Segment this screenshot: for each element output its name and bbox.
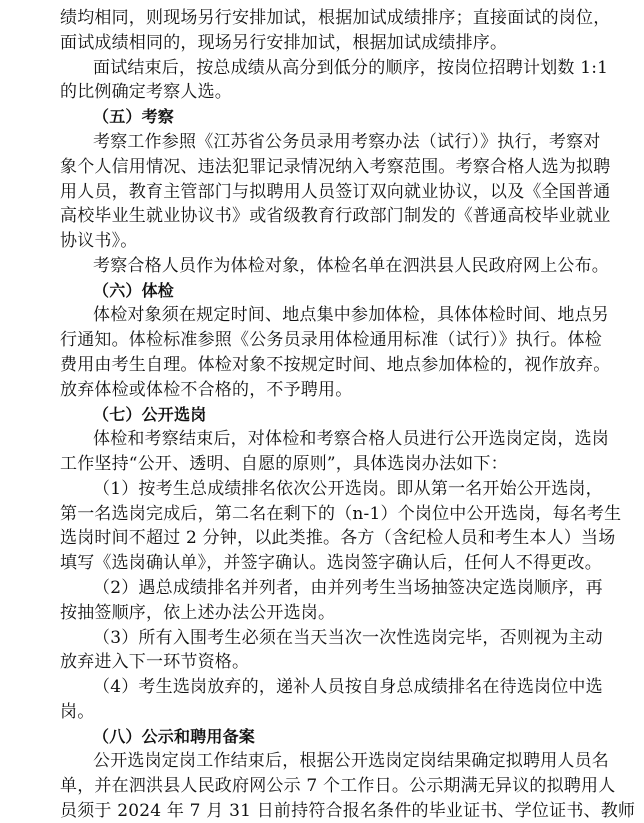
text-line: 选岗时间不超过 2 分钟，以此类推。各方（含纪检人员和考生本人）当场	[60, 528, 616, 549]
text-line: （3）所有入围考生必须在当天当次一次性选岗完毕，否则视为主动	[93, 627, 603, 648]
text-line: 填写《选岗确认单》，并签字确认。选岗签字确认后，任何人不得更改。	[60, 553, 602, 574]
text-line: 的比例确定考察人选。	[60, 82, 232, 103]
text-line: 公开选岗定岗工作结束后，根据公开选岗定岗结果确定拟聘用人员名	[93, 751, 609, 772]
section-heading-medical-exam: （六）体检	[93, 280, 175, 300]
text-line: （1）按考生总成绩排名依次公开选岗。即从第一名开始公开选岗，	[93, 478, 603, 499]
text-line: 协议书》。	[60, 231, 138, 251]
text-line: 员须于 2024 年 7 月 31 日前持符合报名条件的毕业证书、学位证书、教师	[60, 801, 636, 821]
text-line: 第一名选岗完成后，第二名在剩下的（n-1）个岗位中公开选岗，每名考生	[60, 503, 622, 524]
text-line: （2）遇总成绩排名并列者，由并列考生当场抽签决定选岗顺序，再	[93, 578, 603, 598]
text-line: 面试成绩相同的，现场另行安排加试，根据加试成绩排序。	[60, 32, 508, 53]
text-line: 放弃进入下一环节资格。	[60, 652, 250, 673]
text-line: 工作坚持“公开、透明、自愿的原则”，具体选岗办法如下：	[60, 454, 508, 475]
text-line: 单，并在泗洪县人民政府网公示 7 个工作日。公示期满无异议的拟聘用人	[60, 776, 616, 797]
section-heading-publicity: （八）公示和聘用备案	[93, 726, 256, 746]
text-line: 象个人信用情况、违法犯罪记录情况纳入考察范围。考察合格人选为拟聘	[60, 156, 611, 177]
text-line: 行通知。体检标准参照《公务员录用体检通用标准（试行）》执行。体检	[60, 330, 602, 351]
text-line: 绩均相同，则现场另行安排加试，根据加试成绩排序；直接面试的岗位，	[60, 8, 611, 28]
text-line: 按抽签顺序，依上述办法公开选岗。	[60, 602, 336, 623]
text-line: 面试结束后，按总成绩从高分到低分的顺序，按岗位招聘计划数 1:1	[93, 57, 609, 78]
text-line: 体检对象须在规定时间、地点集中参加体检，具体体检时间、地点另	[93, 305, 609, 326]
text-line: 高校毕业生就业协议书》或省级教育行政部门制发的《普通高校毕业就业	[60, 206, 611, 227]
section-heading-post-selection: （七）公开选岗	[93, 404, 207, 424]
text-line: 费用由考生自理。体检对象不按规定时间、地点参加体检的，视作放弃。	[60, 354, 611, 375]
text-line: 体检和考察结束后，对体检和考察合格人员进行公开选岗定岗，选岗	[93, 429, 609, 450]
text-line: 岗。	[60, 701, 95, 722]
text-line: 用人员，教育主管部门与拟聘用人员签订双向就业协议，以及《全国普通	[60, 181, 611, 202]
text-line: 放弃体检或体检不合格的，不予聘用。	[60, 379, 353, 400]
text-line: 考察工作参照《江苏省公务员录用考察办法（试行）》执行，考察对	[93, 131, 601, 152]
text-line: （4）考生选岗放弃的，递补人员按自身总成绩排名在待选岗位中选	[93, 677, 603, 698]
text-line: 考察合格人员作为体检对象，体检名单在泗洪县人民政府网上公布。	[93, 255, 609, 276]
section-heading-inspection: （五）考察	[93, 107, 175, 127]
